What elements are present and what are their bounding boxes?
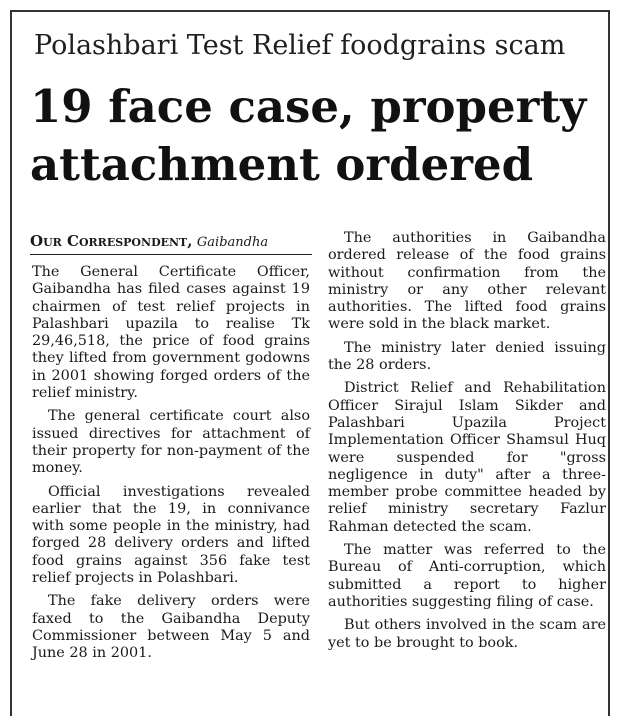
left-column (32, 264, 310, 669)
paragraph-left-4: The fake delivery orders were faxed to the Gaibandha Deputy Commissioner between May 5 and June 28 in 2001. (32, 593, 310, 662)
paragraph-left-2: The general certificate court also issued directives for attachment of their property for non-payment of the money. (32, 408, 310, 477)
headline-line-2: attachment ordered (30, 138, 534, 191)
headline-line-1: 19 face case, property (30, 80, 587, 133)
left-border-rule (10, 10, 12, 716)
paragraph-left-1: The General Certificate Officer, Gaibandha has filed cases against 19 chairmen of test relief projects in Palashbari upazila to realise Tk 29,46,518, the price of food grains they lifted from government godowns in 2001 showing forged orders of the relief ministry. (32, 264, 310, 402)
right-column (328, 230, 606, 658)
top-border-rule (10, 10, 610, 12)
paragraph-right-5: But others involved in the scam are yet to be brought to book. (328, 617, 606, 651)
byline-name: Our Correspondent, (30, 232, 193, 250)
article-kicker: Polashbari Test Relief foodgrains scam (34, 30, 566, 61)
paragraph-right-2: The ministry later denied issuing the 28 orders. (328, 339, 606, 374)
paragraph-right-3: District Relief and Rehabilitation Officer Sirajul Islam Sikder and Palashbari Upazila Project Implementation Officer Shamsul Huq were suspended for "gross negligence in duty" after a three-member probe committee headed by relief ministry secretary Fazlur Rahman detected the scam. (328, 380, 606, 535)
right-border-rule (608, 10, 610, 716)
paragraph-right-4: The matter was referred to the Bureau of Anti-corruption, which submitted a report to higher authorities suggesting filing of case. (328, 542, 606, 610)
article-headline (30, 78, 590, 194)
paragraph-right-1: The authorities in Gaibandha ordered release of the food grains without confirmation from the ministry or any other relevant authorities. The lifted food grains were sold in the black market. (328, 230, 606, 333)
byline (30, 232, 268, 250)
paragraph-left-3: Official investigations revealed earlier that the 19, in connivance with some people in the ministry, had forged 28 delivery orders and lifted food grains against 356 fake test relief projects in Polashbari. (32, 483, 310, 587)
byline-place: Gaibandha (196, 235, 269, 250)
byline-rule (30, 254, 312, 255)
